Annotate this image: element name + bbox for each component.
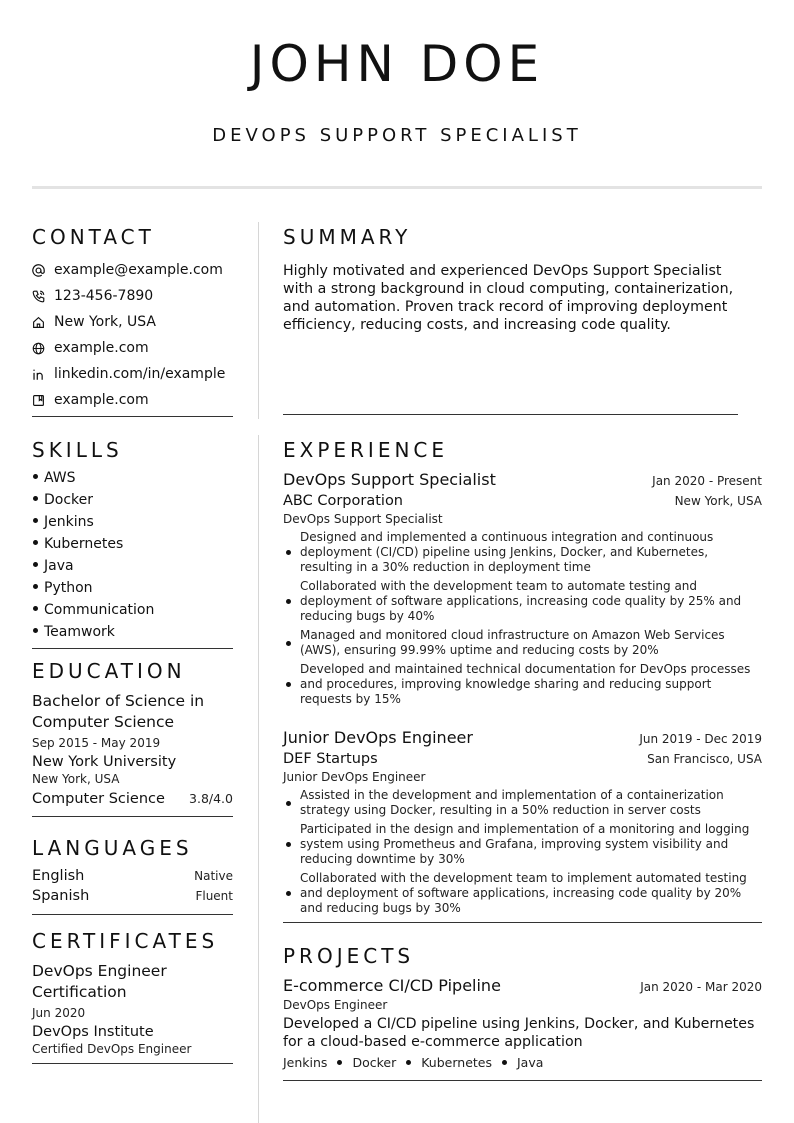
contact-location-text: New York, USA bbox=[54, 314, 156, 330]
education-degree: Bachelor of Science in Computer Science bbox=[32, 692, 205, 731]
project-tag: Docker bbox=[352, 1055, 397, 1070]
contact-phone-text: 123-456-7890 bbox=[54, 288, 154, 304]
skill-item: Teamwork bbox=[32, 621, 233, 643]
contact-phone[interactable] bbox=[32, 283, 233, 309]
skill-item: AWS bbox=[32, 467, 233, 489]
projects-heading: PROJECTS bbox=[283, 944, 415, 968]
job-entry bbox=[283, 728, 762, 923]
education-dates: Sep 2015 - May 2019 bbox=[32, 736, 161, 750]
linkedin-icon bbox=[32, 368, 54, 381]
language-row bbox=[32, 868, 233, 884]
project-entry bbox=[283, 976, 762, 1081]
project-name: E-commerce CI/CD Pipeline bbox=[283, 976, 501, 995]
contact-email-text: example@example.com bbox=[54, 262, 223, 278]
tag-separator bbox=[502, 1060, 507, 1065]
resume-job-title: DEVOPS SUPPORT SPECIALIST bbox=[212, 125, 582, 146]
education-location: New York, USA bbox=[32, 772, 120, 786]
project-role: DevOps Engineer bbox=[283, 998, 388, 1012]
job-bullet: Developed and maintained technical documentation for DevOps processes and procedures, improving knowledge sharing and reducing support requests by 15% bbox=[283, 662, 762, 707]
column-divider bbox=[258, 435, 259, 1123]
project-tag: Jenkins bbox=[283, 1055, 328, 1070]
job-bullet: Collaborated with the development team to automate testing and deployment of software applications, increasing code quality by 25% and reducing bugs by 40% bbox=[283, 579, 762, 624]
column-divider bbox=[258, 222, 259, 419]
skill-item: Communication bbox=[32, 599, 233, 621]
certificates-divider bbox=[32, 1063, 233, 1064]
certificate-role: Certified DevOps Engineer bbox=[32, 1042, 192, 1056]
skill-item: Docker bbox=[32, 489, 233, 511]
contact-linkedin[interactable] bbox=[32, 361, 233, 387]
contact-portfolio-text: example.com bbox=[54, 392, 149, 408]
skills-section bbox=[32, 438, 233, 649]
contact-website[interactable] bbox=[32, 335, 233, 361]
contact-list bbox=[32, 257, 233, 413]
job-location: San Francisco, USA bbox=[647, 752, 762, 766]
project-tags bbox=[283, 1055, 762, 1070]
skill-item: Kubernetes bbox=[32, 533, 233, 555]
certificates-heading: CERTIFICATES bbox=[32, 929, 219, 953]
tag-separator bbox=[337, 1060, 342, 1065]
job-bullet: Collaborated with the development team to implement automated testing and deployment of software applications, increasing code quality by 20% and reducing bugs by 30% bbox=[283, 871, 762, 916]
skills-divider bbox=[32, 648, 233, 649]
certificate-issuer: DevOps Institute bbox=[32, 1024, 154, 1040]
job-company: DEF Startups bbox=[283, 751, 378, 767]
education-field-row bbox=[32, 791, 233, 807]
summary-section bbox=[283, 225, 762, 415]
job-location: New York, USA bbox=[674, 494, 762, 508]
education-school: New York University bbox=[32, 754, 177, 770]
job-title: DevOps Support Specialist bbox=[283, 470, 496, 489]
education-gpa: 3.8/4.0 bbox=[189, 791, 233, 806]
contact-portfolio[interactable] bbox=[32, 387, 233, 413]
education-field: Computer Science bbox=[32, 791, 165, 807]
skills-list bbox=[32, 467, 233, 643]
project-tag: Kubernetes bbox=[421, 1055, 492, 1070]
home-icon bbox=[32, 316, 54, 329]
globe-icon bbox=[32, 342, 54, 355]
project-tag: Java bbox=[517, 1055, 544, 1070]
job-bullet: Participated in the design and implementation of a monitoring and logging system using Prometheus and Grafana, improving system visibility and reducing downtime by 30% bbox=[283, 822, 762, 867]
languages-divider bbox=[32, 914, 233, 915]
languages-section bbox=[32, 836, 233, 915]
experience-heading: EXPERIENCE bbox=[283, 438, 449, 462]
job-bullet: Managed and monitored cloud infrastructure on Amazon Web Services (AWS), ensuring 99.99% uptime and reducing costs by 20% bbox=[283, 628, 762, 658]
job-dates: Jun 2019 - Dec 2019 bbox=[639, 732, 762, 746]
contact-heading: CONTACT bbox=[32, 225, 155, 249]
job-bullets bbox=[283, 788, 762, 916]
certificate-date: Jun 2020 bbox=[32, 1006, 86, 1020]
language-name: English bbox=[32, 868, 85, 884]
certificates-section bbox=[32, 929, 233, 1064]
job-role: DevOps Support Specialist bbox=[283, 512, 443, 526]
education-divider bbox=[32, 816, 233, 817]
contact-divider bbox=[32, 416, 233, 417]
experience-section bbox=[283, 438, 762, 915]
skill-item: Python bbox=[32, 577, 233, 599]
resume-name: JOHN DOE bbox=[249, 35, 545, 93]
project-dates: Jan 2020 - Mar 2020 bbox=[640, 980, 762, 994]
portfolio-icon bbox=[32, 394, 54, 407]
languages-heading: LANGUAGES bbox=[32, 836, 193, 860]
phone-icon bbox=[32, 290, 54, 303]
projects-section bbox=[283, 944, 762, 1081]
experience-divider bbox=[283, 922, 762, 923]
language-level: Native bbox=[194, 869, 233, 883]
contact-email[interactable] bbox=[32, 257, 233, 283]
summary-divider bbox=[283, 414, 738, 415]
job-bullets bbox=[283, 530, 762, 707]
summary-heading: SUMMARY bbox=[283, 225, 412, 249]
skills-heading: SKILLS bbox=[32, 438, 123, 462]
education-heading: EDUCATION bbox=[32, 659, 186, 683]
job-title: Junior DevOps Engineer bbox=[283, 728, 473, 747]
language-level: Fluent bbox=[195, 889, 233, 903]
language-row bbox=[32, 888, 233, 904]
project-description: Developed a CI/CD pipeline using Jenkins, Docker, and Kubernetes for a cloud-based e-commerce application bbox=[283, 1016, 755, 1050]
at-icon bbox=[32, 264, 54, 277]
certificate-name: DevOps Engineer Certification bbox=[32, 962, 167, 1001]
job-bullet: Assisted in the development and implementation of a containerization strategy using Docker, resulting in a 50% reduction in server costs bbox=[283, 788, 762, 818]
contact-location bbox=[32, 309, 233, 335]
job-dates: Jan 2020 - Present bbox=[652, 474, 762, 488]
contact-website-text: example.com bbox=[54, 340, 149, 356]
language-name: Spanish bbox=[32, 888, 90, 904]
education-section bbox=[32, 659, 233, 817]
contact-section bbox=[32, 225, 233, 417]
job-entry bbox=[283, 470, 762, 707]
skill-item: Java bbox=[32, 555, 233, 577]
job-bullet: Designed and implemented a continuous integration and continuous deployment (CI/CD) pipeline using Jenkins, Docker, and Kubernetes, resulting in a 30% reduction in deployment time bbox=[283, 530, 762, 575]
tag-separator bbox=[406, 1060, 411, 1065]
projects-divider bbox=[283, 1080, 762, 1081]
job-company: ABC Corporation bbox=[283, 493, 404, 509]
job-role: Junior DevOps Engineer bbox=[283, 770, 426, 784]
skill-item: Jenkins bbox=[32, 511, 233, 533]
summary-text: Highly motivated and experienced DevOps Support Specialist with a strong background in cloud computing, containerization, and automation. Proven track record of improving deployment efficiency, reducing costs, and increasing code quality. bbox=[283, 263, 734, 333]
header-divider bbox=[32, 186, 762, 189]
contact-linkedin-text: linkedin.com/in/example bbox=[54, 366, 226, 382]
